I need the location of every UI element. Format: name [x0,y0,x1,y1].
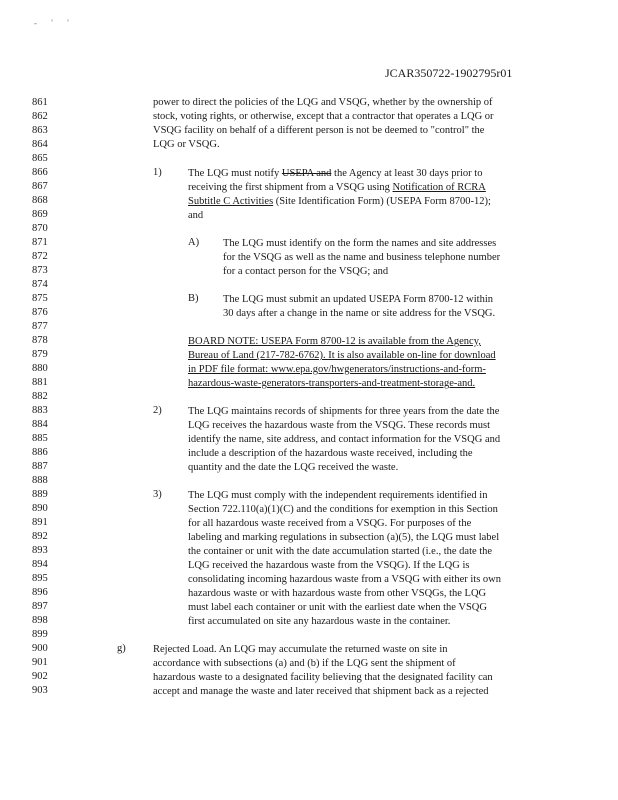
text-line: consolidating incoming hazardous waste from a VSQG with either its own [188,574,502,585]
text-line: and [188,210,204,221]
text-line: Section 722.110(a)(1)(C) and the conditions for exemption in this Section [188,504,498,515]
underlined-text: Subtitle C Activities [188,196,274,207]
line-number: 902 [32,671,48,682]
text-line: Rejected Load. An LQG may accumulate the returned waste on site in [153,644,448,655]
board-note-line: Bureau of Land (217-782-6762). It is also available on-line for download [188,350,496,361]
line-number: 884 [32,419,48,430]
text-line: The LQG must submit an updated USEPA Form 8700-12 within [223,294,493,305]
line-number: 880 [32,363,48,374]
text-line [188,181,486,194]
line-number: 889 [32,489,48,500]
text-line: for a contact person for the VSQG; and [223,266,389,277]
text-line: for the VSQG as well as the name and business telephone number [223,252,501,263]
text-line: power to direct the policies of the LQG and VSQG, whether by the ownership of [153,97,493,108]
sub-b-marker: B) [188,293,199,304]
text-line: quantity and the date the LQG received the waste. [188,462,399,473]
text-line: accordance with subsections (a) and (b) if the LQG sent the shipment of [153,658,456,669]
struck-text: USEPA and [281,168,332,179]
line-number: 882 [32,391,48,402]
board-note-line: hazardous-waste-generators-transporters-and-treatment-storage-and. [188,378,476,389]
text-line: hazardous waste or with hazardous waste from other VSQGs, the LQG [188,588,487,599]
text-line: include a description of the hazardous waste received, including the [188,448,473,459]
line-number: 874 [32,279,48,290]
text-line [188,167,482,180]
item-2-marker: 2) [153,405,162,416]
line-number: 881 [32,377,48,388]
item-3-marker: 3) [153,489,162,500]
text-line: labeling and marking regulations in subsection (a)(5), the LQG must label [188,532,500,543]
line-number: 886 [32,447,48,458]
line-number: 870 [32,223,48,234]
underlined-text: Notification of RCRA [392,182,486,193]
line-number: 877 [32,321,48,332]
text-line: VSQG facility on behalf of a different person is not be deemed to "control" the [153,125,485,136]
line-number: 887 [32,461,48,472]
line-number: 863 [32,125,48,136]
scan-specks: - ' ' [34,18,75,28]
text-line: accept and manage the waste and later received that shipment back as a rejected [153,686,489,697]
text-line: must label each container or unit with the earliest date when the VSQG [188,602,487,613]
text-line: the container or unit with the date accumulation started (i.e., the date the [188,546,493,557]
item-1-marker: 1) [153,167,162,178]
line-number: 876 [32,307,48,318]
line-number: 901 [32,657,48,668]
line-number: 898 [32,615,48,626]
text-line: for all hazardous waste received from a VSQG. For purposes of the [188,518,472,529]
text-line: LQG received the hazardous waste from the VSQG). If the LQG is [188,560,470,571]
sub-a-marker: A) [188,237,200,248]
line-number: 891 [32,517,48,528]
text-run: the Agency at least 30 days prior to [331,168,483,179]
line-number: 871 [32,237,48,248]
line-number: 888 [32,475,48,486]
line-number: 885 [32,433,48,444]
line-number: 892 [32,531,48,542]
text-line: 30 days after a change in the name or site address for the VSQG. [223,308,496,319]
line-number: 868 [32,195,48,206]
line-number: 895 [32,573,48,584]
text-line: stock, voting rights, or otherwise, except that a contractor that operates a LQG or [153,111,494,122]
text-line: The LQG must comply with the independent requirements identified in [188,490,488,501]
line-number: 897 [32,601,48,612]
line-number: 872 [32,251,48,262]
line-number: 899 [32,629,48,640]
text-line: LQG receives the hazardous waste from the VSQG. These records must [188,420,490,431]
line-number: 865 [32,153,48,164]
line-number: 894 [32,559,48,570]
line-number: 875 [32,293,48,304]
line-number: 867 [32,181,48,192]
line-number: 879 [32,349,48,360]
line-number: 900 [32,643,48,654]
board-note-line: in PDF file format: www.epa.gov/hwgenerators/instructions-and-form- [188,364,486,375]
text-line: hazardous waste to a designated facility believing that the designated facility can [153,672,493,683]
line-number: 878 [32,335,48,346]
line-number: 883 [32,405,48,416]
line-number: 896 [32,587,48,598]
line-number: 893 [32,545,48,556]
text-run: The LQG must notify [188,168,282,179]
line-number: 869 [32,209,48,220]
text-run: receiving the first shipment from a VSQG using [188,182,393,193]
text-line [188,195,491,208]
line-number: 903 [32,685,48,696]
item-g-marker: g) [117,643,126,654]
line-number: 873 [32,265,48,276]
line-number: 864 [32,139,48,150]
text-line: first accumulated on site any hazardous waste in the container. [188,616,451,627]
line-number: 861 [32,97,48,108]
line-number: 866 [32,167,48,178]
text-line: LQG or VSQG. [153,139,220,150]
text-line: The LQG maintains records of shipments for three years from the date the [188,406,500,417]
text-line: identify the name, site address, and contact information for the VSQG and [188,434,501,445]
text-line: The LQG must identify on the form the names and site addresses [223,238,497,249]
board-note-line: BOARD NOTE: USEPA Form 8700-12 is available from the Agency, [188,336,481,347]
text-run: (Site Identification Form) (USEPA Form 8700-12); [273,196,491,207]
line-number: 890 [32,503,48,514]
line-number: 862 [32,111,48,122]
document-id: JCAR350722-1902795r01 [385,66,513,80]
